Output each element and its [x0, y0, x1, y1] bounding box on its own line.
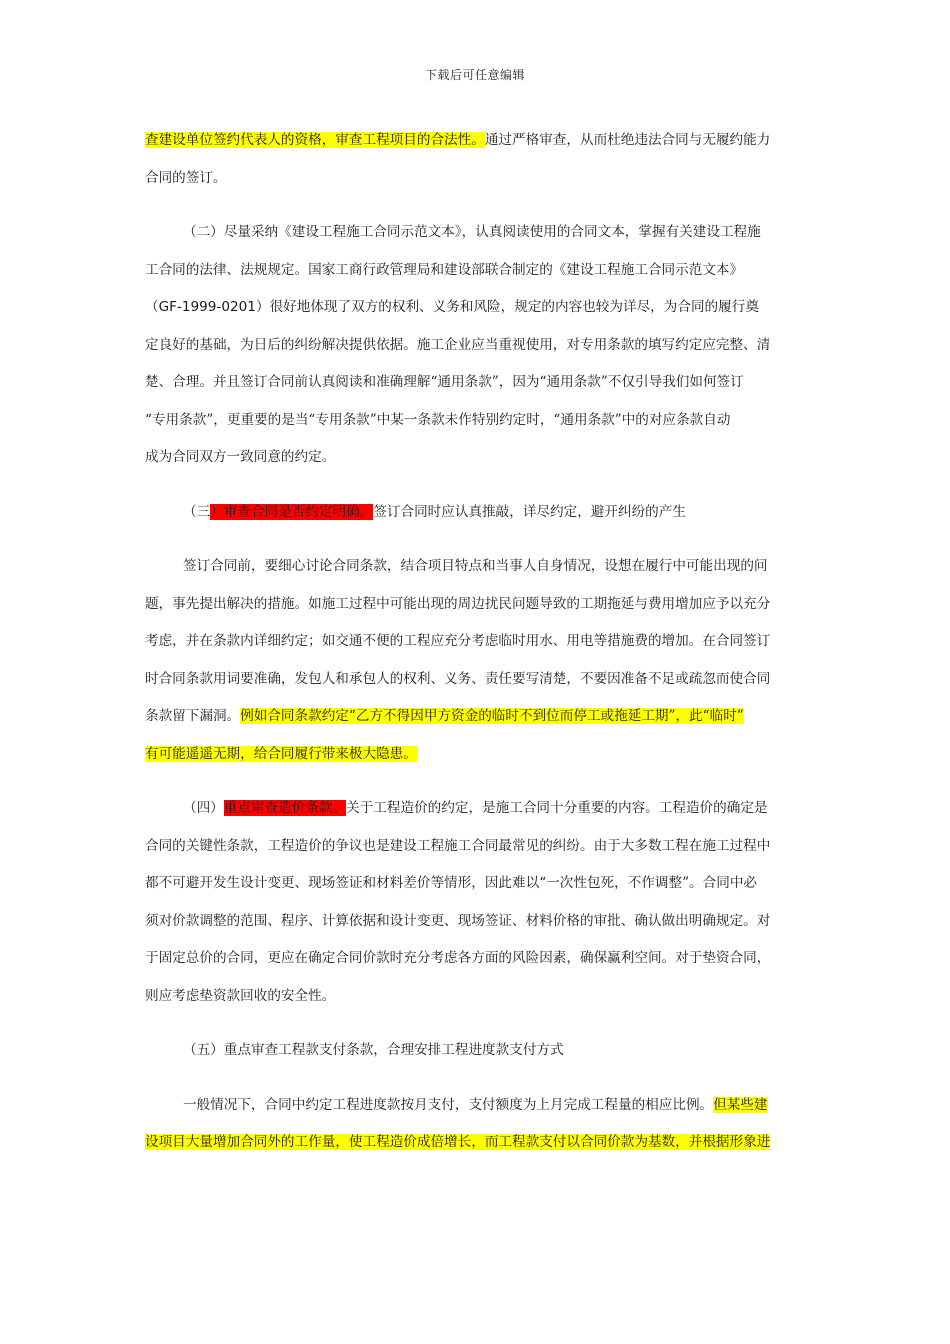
- text-line: 签订合同前，要细心讨论合同条款，结合项目特点和当事人自身情况，设想在履行中可能出现的问: [183, 558, 768, 574]
- standard-code: GF-1999-0201: [158, 299, 256, 315]
- document-body: [145, 122, 810, 1162]
- text-line: [145, 736, 810, 774]
- text-line: 题，事先提出解决的措施。如施工过程中可能出现的周边扰民问题导致的工期拖延与费用增加应予以充分: [145, 595, 771, 612]
- text-line: （三）审查合同是否约定明确。签订合同时应认真推敲，详尽约定，避开纠纷的产生: [183, 503, 686, 520]
- text-line: 工合同的法律、法规规定。国家工商行政管理局和建设部联合制定的《建设工程施工合同示范文本》: [145, 261, 744, 278]
- text-line: “专用条款”，更重要的是当“专用条款”中某一条款未作特别约定时，“通用条款”中的对应条款自动: [145, 411, 731, 428]
- text-line: （四）重点审查造价条款。关于工程造价的约定，是施工合同十分重要的内容。工程造价的确定是: [183, 800, 768, 816]
- text-line: （GF-1999-0201）很好地体现了双方的权利、义务和风险，规定的内容也较为详尽，为合同的履行奠: [145, 299, 759, 315]
- highlight-red: ）审查合同是否约定明确。: [210, 503, 374, 520]
- highlight-yellow: 但某些建: [713, 1096, 768, 1113]
- text-line: 合同的关键性条款，工程造价的争议也是建设工程施工合同最常见的纠纷。由于大多数工程在施工过程中: [145, 837, 771, 854]
- text-line: 楚、合理。并且签订合同前认真阅读和准确理解“通用条款”，因为“通用条款”不仅引导我们如何签订: [145, 374, 744, 390]
- highlight-yellow: 设项目大量增加合同外的工作量，使工程造价成倍增长，而工程款支付以合同价款为基数，并根据形象进: [145, 1134, 771, 1150]
- text-line: 条款留下漏洞。例如合同条款约定“乙方不得因甲方资金的临时不到位而停工或拖延工期”，此“临时”: [145, 708, 744, 724]
- text-line: 一般情况下，合同中约定工程进度款按月支付，支付额度为上月完成工程量的相应比例。但某些建: [183, 1096, 768, 1113]
- text-line: 时合同条款用词要准确，发包人和承包人的权利、义务、责任要写清楚，不要因准备不足或疏忽而使合同: [145, 670, 771, 687]
- text-line: 考虑，并在条款内详细约定；如交通不便的工程应充分考虑临时用水、用电等措施费的增加。在合同签订: [145, 633, 771, 649]
- highlight-yellow: 查建设单位签约代表人的资格，审查工程项目的合法性。: [145, 132, 485, 148]
- text-line: 都不可避开发生设计变更、现场签证和材料差价等情形，因此难以“一次性包死，不作调整”。合同中必: [145, 875, 758, 891]
- text-line: （五）重点审查工程款支付条款，合理安排工程进度款支付方式: [183, 1042, 564, 1058]
- text-line: 则应考虑垫资款回收的安全性。: [145, 987, 336, 1004]
- text-line: 定良好的基础，为日后的纠纷解决提供依据。施工企业应当重视使用，对专用条款的填写约定应完整、清: [145, 336, 771, 353]
- text-line: 查建设单位签约代表人的资格，审查工程项目的合法性。通过严格审查，从而杜绝违法合同与无履约能力: [145, 132, 771, 148]
- text-line: 须对价款调整的范围、程序、计算依据和设计变更、现场签证、材料价格的审批、确认做出明确规定。对: [145, 912, 771, 929]
- text-line: [145, 1124, 810, 1162]
- highlight-yellow: 有可能遥遥无期，给合同履行带来极大隐患。: [145, 745, 417, 762]
- text-line: 成为合同双方一致同意的约定。: [145, 449, 336, 465]
- highlight-red: 重点审查造价条款。: [223, 800, 347, 816]
- text-line: 合同的签订。: [145, 169, 227, 186]
- page-header: 下载后可任意编辑: [424, 68, 525, 82]
- text-line: 于固定总价的合同，更应在确定合同价款时充分考虑各方面的风险因素，确保赢利空间。对于垫资合同，: [145, 950, 771, 966]
- highlight-yellow: 例如合同条款约定“乙方不得因甲方资金的临时不到位而停工或拖延工期”，此“临时”: [240, 708, 744, 724]
- text-line: （二）尽量采纳《建设工程施工合同示范文本》，认真阅读使用的合同文本，掌握有关建设工程施: [183, 224, 761, 240]
